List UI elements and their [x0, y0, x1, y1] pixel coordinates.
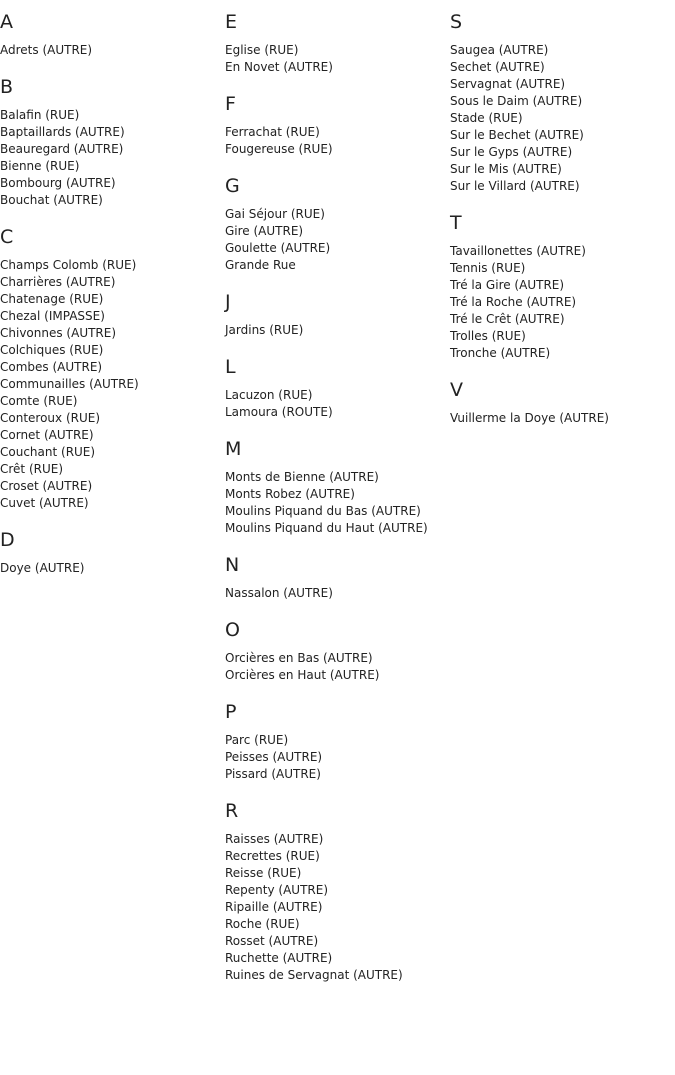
section-letter-heading: D — [0, 529, 15, 551]
street-entry: Reisse (RUE) — [225, 866, 302, 880]
letter-section-p — [225, 701, 450, 783]
street-entry: Saugea (AUTRE) — [450, 43, 549, 57]
section-letter-heading: L — [225, 356, 236, 378]
section-letter-heading: A — [0, 11, 13, 33]
street-list — [450, 243, 675, 362]
street-entry: Ferrachat (RUE) — [225, 125, 320, 139]
street-list — [225, 732, 450, 783]
letter-section-t — [450, 212, 675, 362]
street-entry: Sur le Gyps (AUTRE) — [450, 145, 573, 159]
street-entry: Chatenage (RUE) — [0, 292, 104, 306]
street-entry: Doye (AUTRE) — [0, 561, 85, 575]
street-entry: Communailles (AUTRE) — [0, 377, 139, 391]
index-column-3 — [450, 0, 675, 427]
street-list — [0, 560, 225, 577]
letter-section-o — [225, 619, 450, 684]
street-entry: Cuvet (AUTRE) — [0, 496, 89, 510]
street-list — [225, 322, 450, 339]
street-entry: Grande Rue — [225, 258, 296, 272]
section-letter-heading: E — [225, 11, 238, 33]
street-entry: Conteroux (RUE) — [0, 411, 101, 425]
street-entry: Lacuzon (RUE) — [225, 388, 313, 402]
letter-section-n — [225, 554, 450, 602]
street-list — [450, 42, 675, 195]
section-letter-heading: P — [225, 701, 237, 723]
street-entry: Servagnat (AUTRE) — [450, 77, 566, 91]
street-list — [0, 107, 225, 209]
street-list — [225, 650, 450, 684]
street-entry: Eglise (RUE) — [225, 43, 299, 57]
street-entry: Ripaille (AUTRE) — [225, 900, 323, 914]
street-entry: Rosset (AUTRE) — [225, 934, 319, 948]
street-entry: Sechet (AUTRE) — [450, 60, 545, 74]
street-entry: Bouchat (AUTRE) — [0, 193, 103, 207]
section-letter-heading: M — [225, 438, 242, 460]
street-entry: Raisses (AUTRE) — [225, 832, 324, 846]
section-letter-heading: R — [225, 800, 239, 822]
street-entry: Moulins Piquand du Haut (AUTRE) — [225, 521, 428, 535]
street-entry: Crêt (RUE) — [0, 462, 64, 476]
street-list — [225, 387, 450, 421]
street-entry: Monts Robez (AUTRE) — [225, 487, 355, 501]
street-entry: Croset (AUTRE) — [0, 479, 93, 493]
letter-section-e — [225, 11, 450, 76]
section-letter-heading: O — [225, 619, 240, 641]
street-list — [225, 42, 450, 76]
street-entry: Bombourg (AUTRE) — [0, 176, 116, 190]
street-entry: Pissard (AUTRE) — [225, 767, 321, 781]
street-entry: Tennis (RUE) — [450, 261, 526, 275]
section-letter-heading: B — [0, 76, 14, 98]
street-entry: Adrets (AUTRE) — [0, 43, 93, 57]
street-entry: Fougereuse (RUE) — [225, 142, 333, 156]
letter-section-s — [450, 11, 675, 195]
street-entry: Roche (RUE) — [225, 917, 300, 931]
street-entry: Repenty (AUTRE) — [225, 883, 329, 897]
street-list — [0, 42, 225, 59]
street-entry: Jardins (RUE) — [225, 323, 304, 337]
street-entry: Recrettes (RUE) — [225, 849, 320, 863]
section-letter-heading: N — [225, 554, 240, 576]
street-entry: Colchiques (RUE) — [0, 343, 104, 357]
section-letter-heading: T — [450, 212, 462, 234]
street-entry: Orcières en Bas (AUTRE) — [225, 651, 373, 665]
street-entry: Nassalon (AUTRE) — [225, 586, 333, 600]
street-entry: Vuillerme la Doye (AUTRE) — [450, 411, 609, 425]
street-entry: Balafin (RUE) — [0, 108, 80, 122]
street-entry: Goulette (AUTRE) — [225, 241, 331, 255]
section-letter-heading: F — [225, 93, 236, 115]
street-entry: Monts de Bienne (AUTRE) — [225, 470, 379, 484]
letter-section-d — [0, 529, 225, 577]
street-entry: Comte (RUE) — [0, 394, 78, 408]
street-entry: Ruines de Servagnat (AUTRE) — [225, 968, 403, 982]
street-entry: Chivonnes (AUTRE) — [0, 326, 117, 340]
letter-section-r — [225, 800, 450, 984]
street-entry: Gai Séjour (RUE) — [225, 207, 325, 221]
street-entry: Combes (AUTRE) — [0, 360, 103, 374]
letter-section-c — [0, 226, 225, 512]
street-entry: Orcières en Haut (AUTRE) — [225, 668, 380, 682]
street-entry: Stade (RUE) — [450, 111, 523, 125]
street-entry: Moulins Piquand du Bas (AUTRE) — [225, 504, 421, 518]
section-letter-heading: S — [450, 11, 463, 33]
street-entry: Gire (AUTRE) — [225, 224, 304, 238]
street-entry: Trolles (RUE) — [450, 329, 526, 343]
street-entry: Tré la Gire (AUTRE) — [450, 278, 565, 292]
street-entry: Tronche (AUTRE) — [450, 346, 551, 360]
letter-section-v — [450, 379, 675, 427]
street-entry: Tré le Crêt (AUTRE) — [450, 312, 565, 326]
street-entry: Baptaillards (AUTRE) — [0, 125, 125, 139]
street-list — [450, 410, 675, 427]
street-entry: Ruchette (AUTRE) — [225, 951, 333, 965]
street-entry: Parc (RUE) — [225, 733, 289, 747]
street-entry: Beauregard (AUTRE) — [0, 142, 124, 156]
street-entry: Bienne (RUE) — [0, 159, 80, 173]
street-entry: Tavaillonettes (AUTRE) — [450, 244, 586, 258]
section-letter-heading: V — [450, 379, 463, 401]
street-entry: Champs Colomb (RUE) — [0, 258, 137, 272]
letter-section-l — [225, 356, 450, 421]
letter-section-b — [0, 76, 225, 209]
street-list — [225, 206, 450, 274]
street-list — [225, 585, 450, 602]
letter-section-m — [225, 438, 450, 537]
street-entry: Charrières (AUTRE) — [0, 275, 116, 289]
index-column-1 — [0, 0, 225, 577]
street-entry: Peisses (AUTRE) — [225, 750, 323, 764]
street-entry: Sous le Daim (AUTRE) — [450, 94, 583, 108]
street-entry: Sur le Mis (AUTRE) — [450, 162, 562, 176]
street-list — [225, 831, 450, 984]
section-letter-heading: J — [225, 291, 231, 313]
section-letter-heading: G — [225, 175, 240, 197]
street-entry: En Novet (AUTRE) — [225, 60, 333, 74]
street-entry: Couchant (RUE) — [0, 445, 96, 459]
letter-section-f — [225, 93, 450, 158]
street-entry: Chezal (IMPASSE) — [0, 309, 105, 323]
street-list — [225, 469, 450, 537]
letter-section-g — [225, 175, 450, 274]
street-list — [225, 124, 450, 158]
street-list — [0, 257, 225, 512]
street-entry: Sur le Bechet (AUTRE) — [450, 128, 584, 142]
street-entry: Lamoura (ROUTE) — [225, 405, 333, 419]
street-entry: Sur le Villard (AUTRE) — [450, 179, 580, 193]
index-column-2 — [225, 0, 450, 984]
letter-section-a — [0, 11, 225, 59]
section-letter-heading: C — [0, 226, 14, 248]
street-entry: Tré la Roche (AUTRE) — [450, 295, 577, 309]
street-entry: Cornet (AUTRE) — [0, 428, 94, 442]
letter-section-j — [225, 291, 450, 339]
